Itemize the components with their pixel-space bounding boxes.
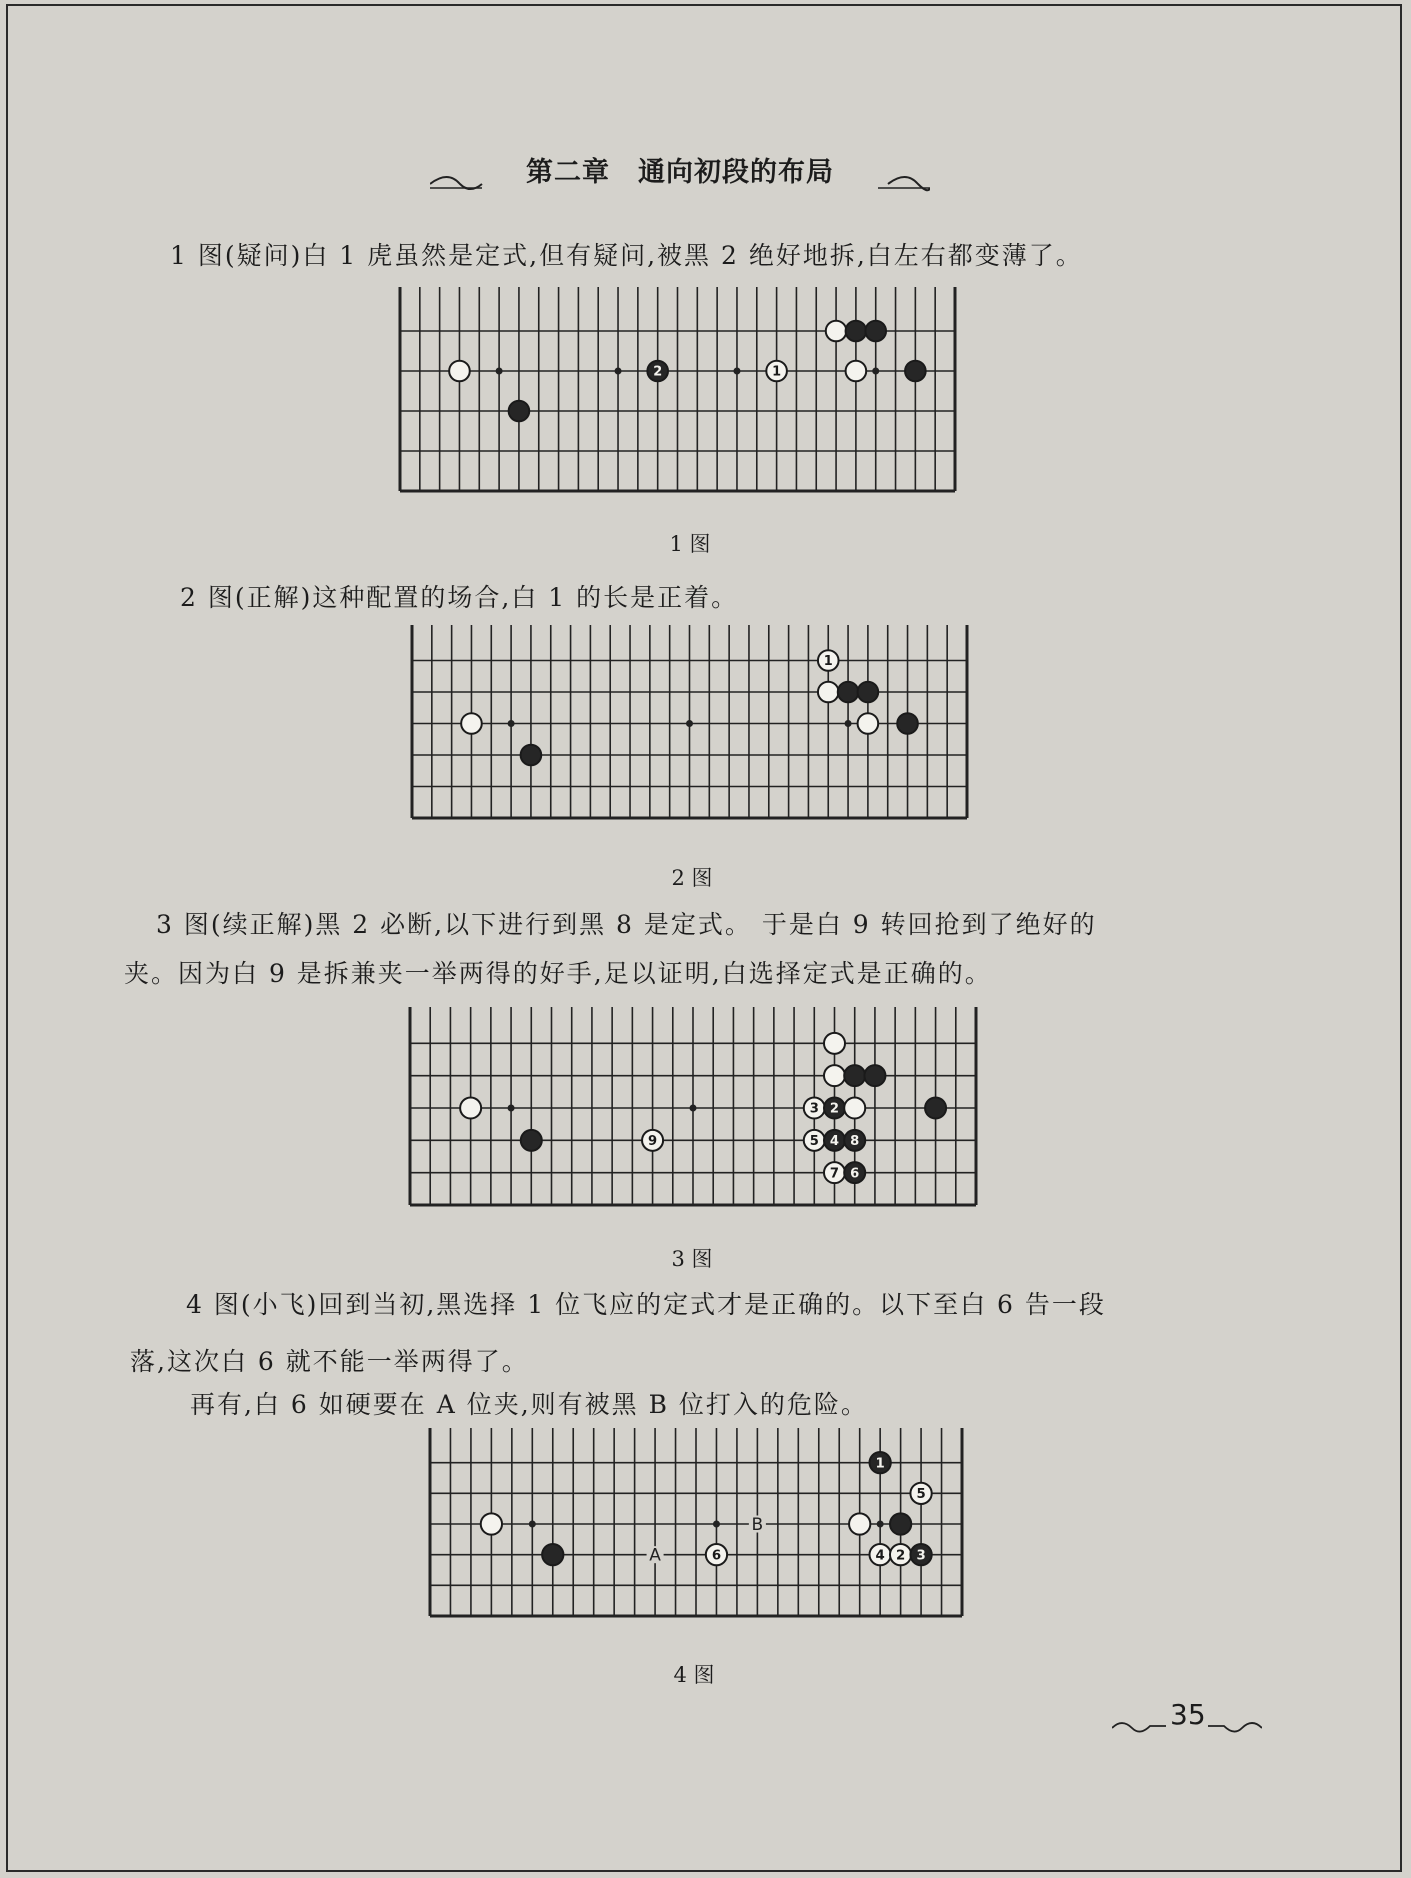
- black-stone: [905, 361, 926, 382]
- page-number-ornament: [1112, 1712, 1262, 1738]
- black-stone: [864, 1065, 885, 1086]
- paragraph-5: 再有,白 6 如硬要在 A 位夹,则有被黑 B 位打入的危险。: [190, 1390, 868, 1419]
- go-diagram-4: [426, 1428, 966, 1620]
- star-point: [508, 1105, 515, 1112]
- black-stone: [521, 1130, 542, 1151]
- paragraph-3-line-2: 夹。因为白 9 是拆兼夹一举两得的好手,足以证明,白选择定式是正确的。: [124, 959, 992, 988]
- white-stone: [818, 682, 839, 703]
- go-diagram-1: [396, 287, 959, 495]
- stone-move-number: 3: [916, 1548, 926, 1564]
- white-stone: [481, 1513, 502, 1534]
- black-stone: [925, 1097, 946, 1118]
- white-stone: [461, 713, 482, 734]
- white-stone: [460, 1097, 481, 1118]
- stone-move-number: 2: [829, 1101, 840, 1117]
- black-stone: [542, 1544, 563, 1565]
- stone-move-number: 7: [829, 1166, 840, 1182]
- paragraph-4-line-2: 落,这次白 6 就不能一举两得了。: [130, 1347, 529, 1376]
- caption-fig2: 2 图: [671, 866, 713, 890]
- black-stone: [865, 321, 886, 342]
- position-marker-A: A: [649, 1545, 661, 1566]
- chapter-heading: [430, 150, 930, 210]
- star-point: [713, 1521, 720, 1528]
- white-stone: [849, 1513, 870, 1534]
- star-point: [733, 368, 740, 375]
- stone-move-number: 4: [875, 1548, 885, 1564]
- stone-move-number: 3: [809, 1101, 819, 1117]
- stone-move-number: 1: [823, 654, 833, 670]
- white-stone: [826, 321, 847, 342]
- black-stone: [858, 682, 879, 703]
- white-stone: [824, 1065, 845, 1086]
- page-number: 35: [1170, 1698, 1206, 1731]
- paragraph-2: 2 图(正解)这种配置的场合,白 1 的长是正着。: [180, 583, 739, 612]
- star-point: [872, 368, 879, 375]
- black-stone: [846, 321, 867, 342]
- stone-move-number: 4: [829, 1134, 840, 1150]
- star-point: [615, 368, 622, 375]
- white-stone: [846, 361, 867, 382]
- position-marker-B: B: [751, 1514, 764, 1535]
- black-stone: [838, 682, 859, 703]
- white-stone: [449, 361, 470, 382]
- star-point: [690, 1105, 697, 1112]
- stone-move-number: 2: [653, 364, 663, 380]
- star-point: [508, 720, 515, 727]
- stone-move-number: 6: [850, 1166, 860, 1182]
- stone-move-number: 5: [916, 1487, 926, 1503]
- chapter-title: 第二章 通向初段的布局: [526, 157, 834, 188]
- white-stone: [824, 1033, 845, 1054]
- paragraph-3-line-1: 3 图(续正解)黑 2 必断,以下进行到黑 8 是定式。 于是白 9 转回抢到了绝好的: [156, 910, 1097, 939]
- paragraph-4-line-1: 4 图(小飞)回到当初,黑选择 1 位飞应的定式才是正确的。以下至白 6 告一段: [186, 1290, 1106, 1319]
- stone-move-number: 2: [895, 1548, 906, 1564]
- stone-move-number: 1: [875, 1456, 885, 1472]
- star-point: [877, 1521, 884, 1528]
- caption-fig3: 3 图: [671, 1247, 713, 1271]
- board-grid: [400, 287, 955, 491]
- white-stone: [844, 1097, 865, 1118]
- star-point: [496, 368, 503, 375]
- black-stone: [509, 401, 530, 422]
- go-diagram-3: [406, 1007, 980, 1209]
- white-stone: [858, 713, 879, 734]
- stone-move-number: 6: [711, 1548, 722, 1564]
- stone-move-number: 5: [809, 1134, 819, 1150]
- title-ornament: [430, 170, 930, 200]
- black-stone: [521, 745, 542, 766]
- stone-move-number: 1: [772, 364, 782, 380]
- caption-fig1: 1 图: [669, 532, 711, 556]
- paragraph-1: 1 图(疑问)白 1 虎虽然是定式,但有疑问,被黑 2 绝好地拆,白左右都变薄了。: [170, 241, 1083, 270]
- black-stone: [844, 1065, 865, 1086]
- black-stone: [897, 713, 918, 734]
- stone-move-number: 9: [648, 1134, 658, 1150]
- black-stone: [890, 1513, 911, 1534]
- star-point: [686, 720, 693, 727]
- star-point: [529, 1521, 536, 1528]
- go-diagram-2: [408, 625, 971, 822]
- stone-move-number: 8: [850, 1134, 860, 1150]
- star-point: [845, 720, 852, 727]
- caption-fig4: 4 图: [673, 1663, 715, 1687]
